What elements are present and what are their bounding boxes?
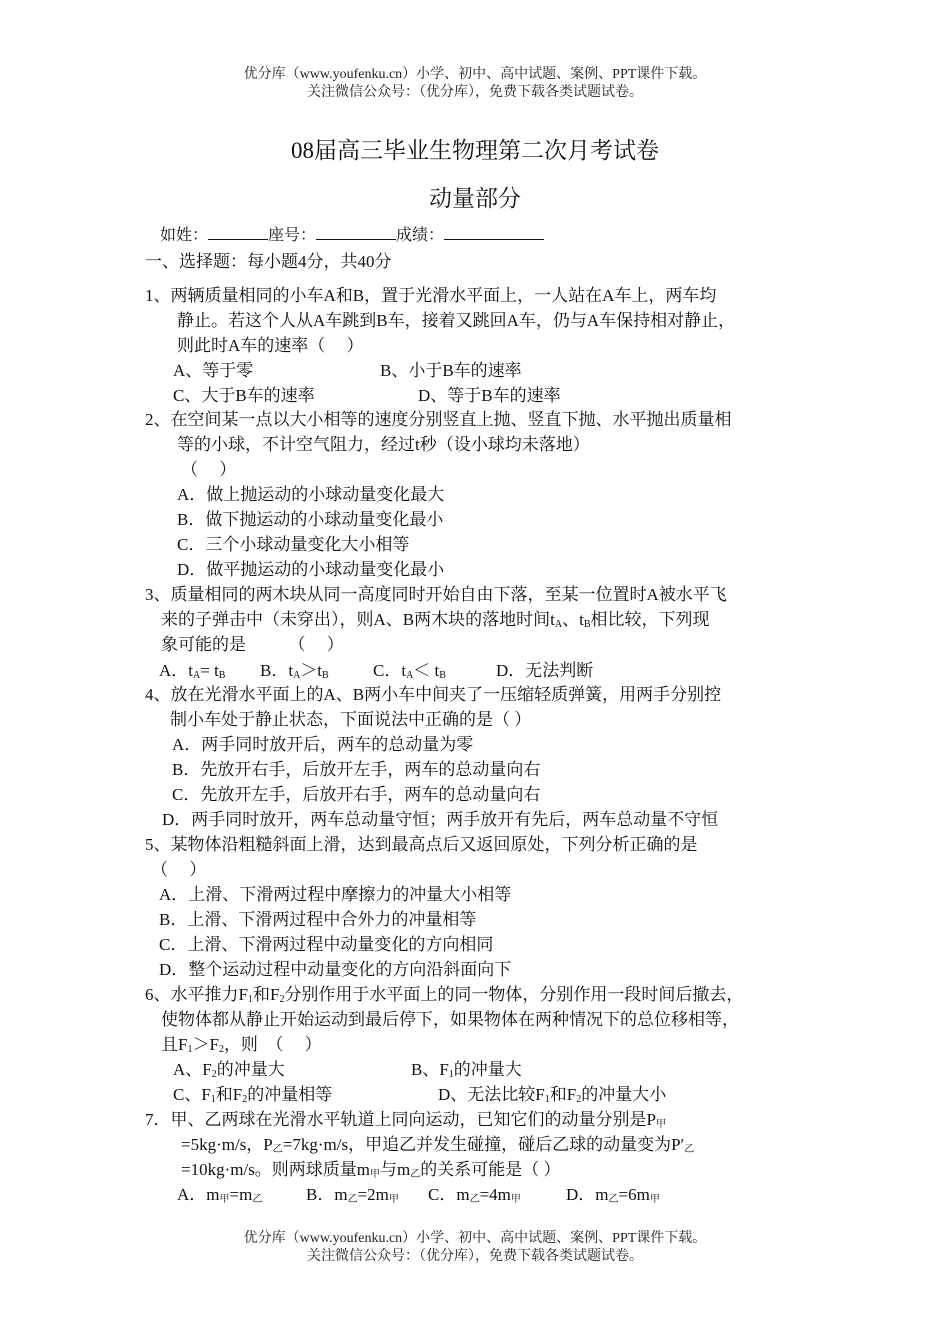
q4-line-1: 4、放在光滑水平面上的A、B两小车中间夹了一压缩轻质弹簧，用两手分别控	[145, 685, 722, 704]
seat-blank	[316, 225, 396, 240]
q6-option-c: C、$F_1$和$F_2$的冲量相等	[173, 1085, 333, 1105]
q1-option-a: A、等于零	[173, 361, 254, 380]
q7-option-b: B．$m_乙=2m_甲$	[306, 1185, 399, 1205]
q7-option-a: A．$m_甲=m_乙$	[177, 1185, 263, 1205]
q1-line-3: 则此时A车的速率（ ）	[177, 336, 364, 355]
q5-option-d: D．整个运动过程中动量变化的方向沿斜面向下	[159, 960, 512, 979]
q4-option-b: B．先放开右手，后放开左手，两车的总动量向右	[172, 760, 541, 779]
student-info-row	[160, 224, 544, 248]
q3-line-1: 3、质量相同的两木块从同一高度同时开始自由下落，至某一位置时A被水平飞	[145, 585, 727, 604]
q6-line-2: 使物体都从静止开始运动到最后停下，如果物体在两种情况下的总位移相等，	[161, 1010, 739, 1029]
header-line-2: 关注微信公众号：（优分库），免费下载各类试题试卷。	[307, 85, 643, 100]
header-line-1: 优分库（www.youfenku.cn）小学、初中、高中试题、案例、PPT课件下载。	[243, 67, 707, 82]
q2-option-b: B．做下抛运动的小球动量变化最小	[177, 510, 444, 529]
q3-option-b: B．$t_A>t_B$	[260, 661, 329, 681]
q7-option-c: C．$m_乙=4m_甲$	[428, 1185, 521, 1205]
q4-option-d: D．两手同时放开，两车总动量守恒；两手放开有先后，两车总动量不守恒	[162, 810, 719, 829]
q3-option-c: C．$t_A< t_B$	[373, 661, 446, 681]
q2-line-3: （ ）	[181, 460, 237, 479]
q6-option-d: D、无法比较$F_1$和$F_2$的冲量大小	[438, 1085, 667, 1105]
q4-line-2: 制小车处于静止状态，下面说法中正确的是（ ）	[170, 710, 532, 729]
q2-line-2: 等的小球，不计空气阻力，经过t秒（设小球均未落地）	[177, 435, 590, 454]
q7-line-1: 7．甲、乙两球在光滑水平轨道上同向运动，已知它们的动量分别是$P_甲$	[145, 1110, 666, 1130]
q3-option-a: A．$t_A= t_B$	[159, 661, 226, 681]
name-label: 如姓：	[160, 227, 209, 244]
q6-line-1: 6、水平推力$F_1$和$F_2$分别作用于水平面上的同一物体，分别作用一段时间后撤去，	[145, 985, 744, 1005]
q6-option-a: A、$F_2$的冲量大	[173, 1060, 285, 1080]
footer-line-1: 优分库（www.youfenku.cn）小学、初中、高中试题、案例、PPT课件下载。	[243, 1231, 707, 1246]
footer-line-2: 关注微信公众号：（优分库），免费下载各类试题试卷。	[307, 1249, 643, 1264]
score-blank	[444, 225, 544, 240]
q5-option-c: C．上滑、下滑两过程中动量变化的方向相同	[159, 935, 494, 954]
q1-option-d: D、等于B车的速率	[418, 386, 561, 405]
q1-option-c: C、大于B车的速率	[173, 386, 315, 405]
q2-option-d: D．做平抛运动的小球动量变化最小	[177, 560, 445, 579]
q5-option-a: A．上滑、下滑两过程中摩擦力的冲量大小相等	[159, 885, 512, 904]
q3-line-3: 象可能的是 （ ）	[161, 635, 344, 654]
q4-option-c: C．先放开左手，后放开右手，两车的总动量向右	[172, 785, 541, 804]
q5-option-b: B．上滑、下滑两过程中合外力的冲量相等	[159, 910, 477, 929]
q1-option-b: B、小于B车的速率	[380, 361, 522, 380]
q6-option-b: B、$F_1$的冲量大	[411, 1060, 522, 1080]
q2-option-a: A．做上抛运动的小球动量变化最大	[177, 485, 445, 504]
section-heading: 一、选择题：每小题4分，共40分	[145, 252, 392, 271]
score-label: 成绩：	[396, 227, 445, 244]
q5-line-2: （ ）	[151, 860, 207, 879]
q7-line-3: =10kg·m/s。则两球质量$m_甲$与$m_乙$的关系可能是（ ）	[181, 1160, 561, 1180]
q2-line-1: 2、在空间某一点以大小相等的速度分别竖直上抛、竖直下抛、水平抛出质量相	[145, 410, 732, 429]
q6-line-3: 且$F_1>F_2$，则 （ ）	[161, 1035, 322, 1055]
name-blank	[208, 225, 268, 240]
q7-line-2: =5kg·m/s，$P_乙=7kg\cdot m/s$，甲追乙并发生碰撞，碰后乙球的动量变为$P'_乙$	[181, 1135, 695, 1155]
q5-line-1: 5、某物体沿粗糙斜面上滑，达到最高点后又返回原处，下列分析正确的是	[145, 835, 698, 854]
q1-line-1: 1、两辆质量相同的小车A和B，置于光滑水平面上，一人站在A车上，两车均	[145, 286, 717, 305]
q2-option-c: C．三个小球动量变化大小相等	[177, 535, 410, 554]
q4-option-a: A．两手同时放开后，两车的总动量为零	[172, 735, 474, 754]
q1-line-2: 静止。若这个人从A车跳到B车，接着又跳回A车，仍与A车保持相对静止，	[177, 311, 736, 330]
q3-line-2: 来的子弹击中（未穿出），则A、B两木块的落地时间$t_A$、$t_B$相比较，下列现	[161, 610, 710, 630]
seat-label: 座号：	[268, 227, 317, 244]
q7-option-d: D．$m_乙=6m_甲$	[566, 1185, 660, 1205]
exam-subtitle: 动量部分	[429, 186, 521, 211]
q3-option-d: D．无法判断	[496, 661, 594, 680]
exam-title: 08届高三毕业生物理第二次月考试卷	[291, 138, 659, 163]
